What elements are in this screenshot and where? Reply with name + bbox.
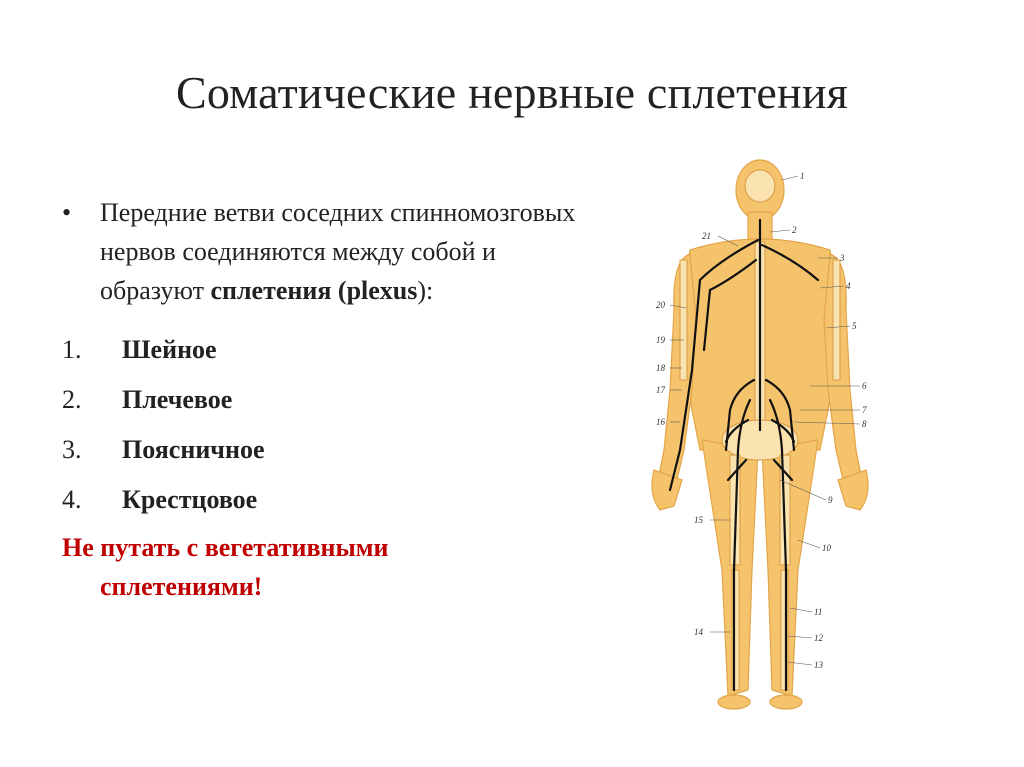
bullet-icon: • <box>62 198 72 227</box>
callout-label: 20 <box>656 300 665 310</box>
list-item-number: 3. <box>62 434 82 464</box>
list-item-label: Плечевое <box>122 384 233 414</box>
list-item-number: 4. <box>62 484 82 514</box>
callout-label: 13 <box>814 660 823 670</box>
list-item-number: 1. <box>62 334 82 364</box>
intro-bullet <box>62 193 582 310</box>
slide-title: Соматические нервные сплетения <box>175 67 849 118</box>
warning-line-2: сплетениями! <box>100 572 263 601</box>
intro-text-before: Передние ветви соседних спинномозговых нервов соединяются между собой и образуют <box>100 198 576 305</box>
warning-note <box>62 528 582 606</box>
callout-label: 21 <box>702 231 711 241</box>
list-item-number: 2. <box>62 384 82 414</box>
list-item <box>62 424 582 474</box>
slide-body <box>62 193 582 606</box>
nervous-system-figure <box>630 150 900 720</box>
callout-label: 3 <box>840 253 845 263</box>
callout-label: 6 <box>862 381 867 391</box>
callout-label: 5 <box>852 321 857 331</box>
callout-label: 2 <box>792 225 797 235</box>
list-item-label: Поясничное <box>122 434 265 464</box>
callout-label: 14 <box>694 627 703 637</box>
callout-label: 1 <box>800 171 805 181</box>
callout-label: 11 <box>814 607 823 617</box>
callout-label: 12 <box>814 633 823 643</box>
callout-label: 4 <box>846 281 851 291</box>
callout-label: 10 <box>822 543 831 553</box>
list-item <box>62 474 582 524</box>
intro-bold-term: сплетения (plexus <box>210 276 418 305</box>
warning-line-1: Не путать с вегетативными <box>62 533 389 562</box>
list-item <box>62 374 582 424</box>
intro-text-after: ): <box>417 276 434 305</box>
callout-label: 9 <box>828 495 833 505</box>
callout-label: 17 <box>656 385 665 395</box>
callout-label: 19 <box>656 335 665 345</box>
callout-label: 18 <box>656 363 665 373</box>
callout-label: 15 <box>694 515 703 525</box>
callout-label: 16 <box>656 417 665 427</box>
list-item-label: Крестцовое <box>122 484 258 514</box>
callout-label: 8 <box>862 419 867 429</box>
intro-text <box>100 193 582 310</box>
list-item <box>62 324 582 374</box>
list-item-label: Шейное <box>122 334 217 364</box>
plexus-list <box>62 324 582 524</box>
callout-label: 7 <box>862 405 867 415</box>
